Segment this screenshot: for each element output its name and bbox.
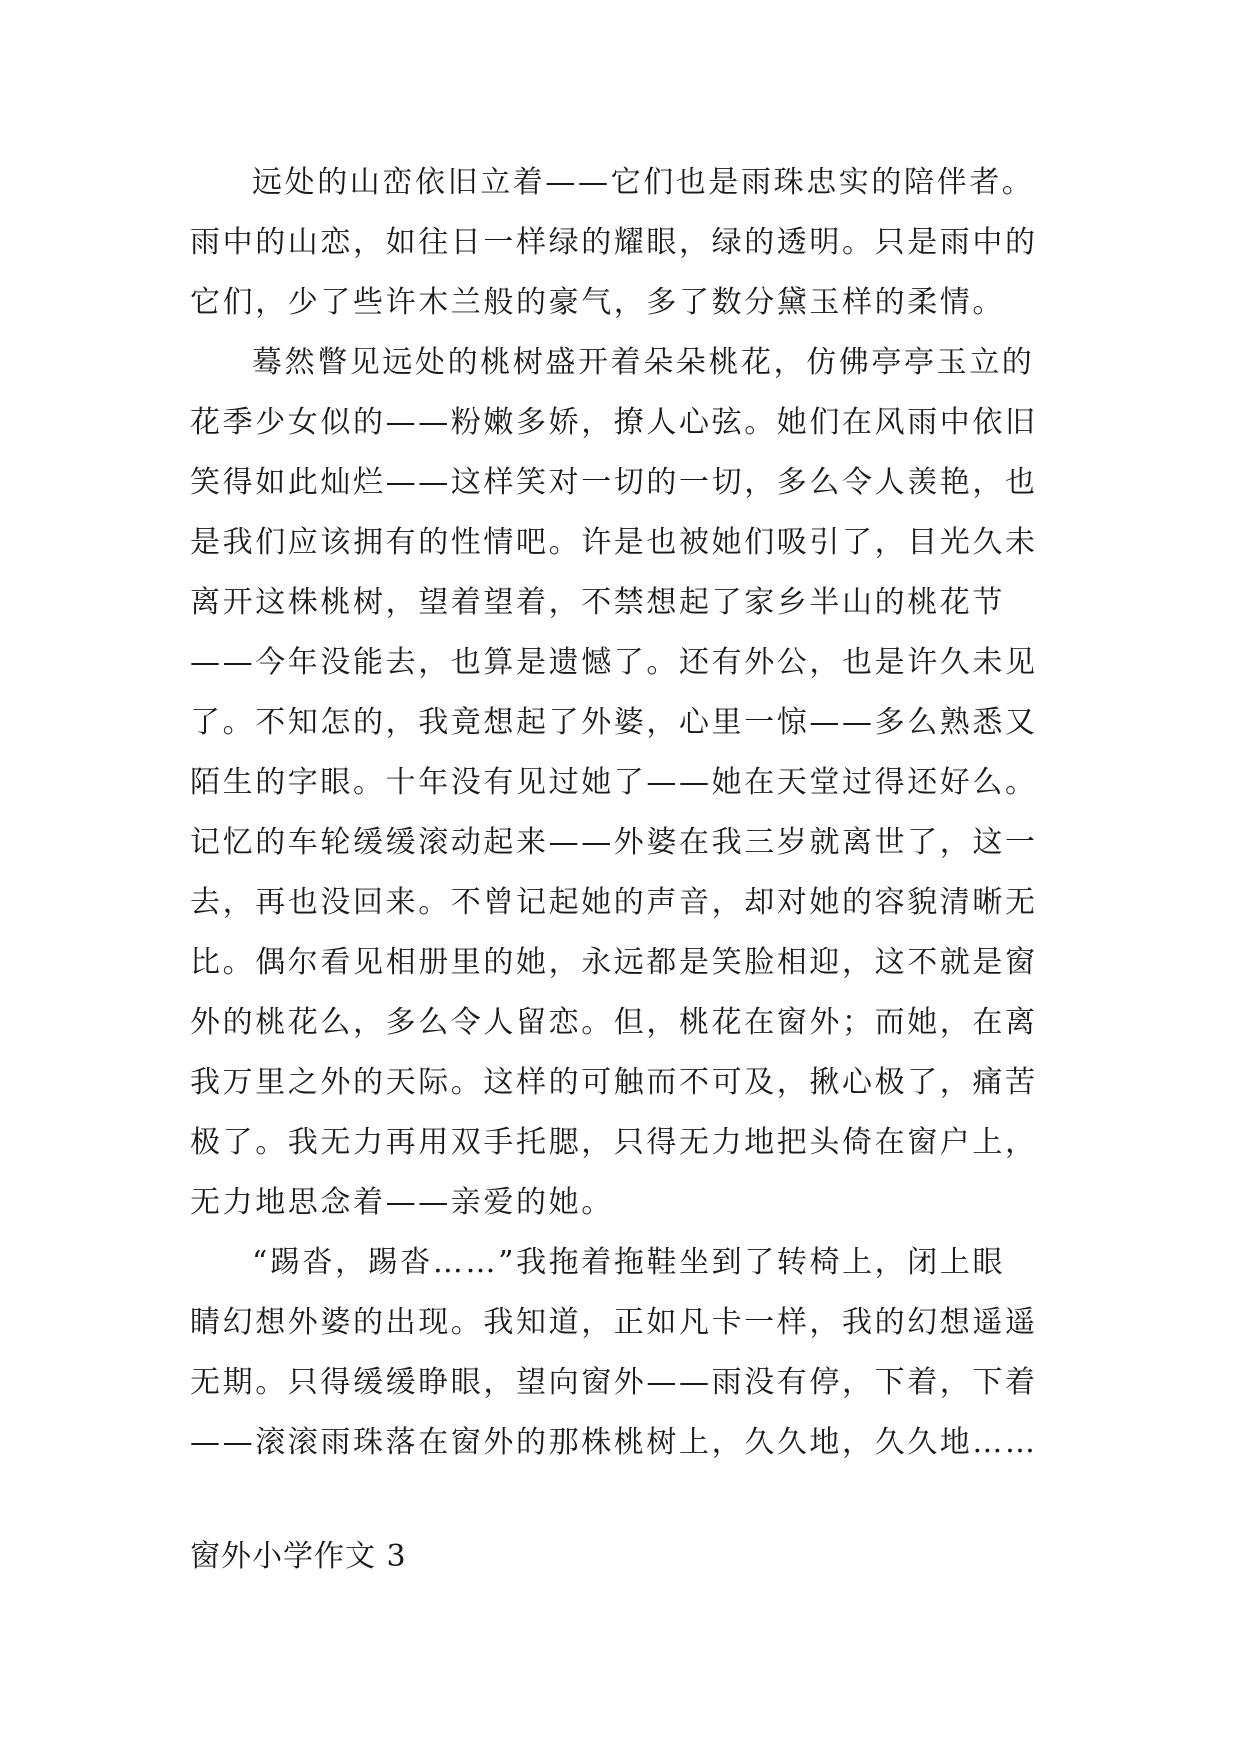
- paragraph-2-line-14: 极了。我无力再用双手托腮，只得无力地把头倚在窗户上，: [190, 1125, 1038, 1160]
- paragraph-2-line-9: 记忆的车轮缓缓滚动起来——外婆在我三岁就离世了，这一: [190, 825, 1038, 860]
- paragraph-1-line-3: 它们，少了些许木兰般的豪气，多了数分黛玉样的柔情。: [190, 285, 1005, 320]
- paragraph-2-line-11: 比。偶尔看见相册里的她，永远都是笑脸相迎，这不就是窗: [190, 945, 1038, 980]
- paragraph-2-line-2: 花季少女似的——粉嫩多娇，撩人心弦。她们在风雨中依旧: [190, 405, 1038, 440]
- paragraph-2-line-7: 了。不知怎的，我竟想起了外婆，心里一惊——多么熟悉又: [190, 705, 1038, 740]
- paragraph-2-line-10: 去，再也没回来。不曾记起她的声音，却对她的容貌清晰无: [190, 885, 1038, 920]
- paragraph-3-line-2: 睛幻想外婆的出现。我知道，正如凡卡一样，我的幻想遥遥: [190, 1305, 1038, 1340]
- paragraph-2-line-15: 无力地思念着——亲爱的她。: [190, 1185, 614, 1220]
- paragraph-2-line-4: 是我们应该拥有的性情吧。许是也被她们吸引了，目光久未: [190, 525, 1038, 560]
- paragraph-1-line-2: 雨中的山恋，如往日一样绿的耀眼，绿的透明。只是雨中的: [190, 225, 1038, 260]
- section-heading: 窗外小学作文 3: [190, 1539, 407, 1574]
- paragraph-3-line-4: ——滚滚雨珠落在窗外的那株桃树上，久久地，久久地……: [190, 1425, 1038, 1460]
- paragraph-3-line-3: 无期。只得缓缓睁眼，望向窗外——雨没有停，下着，下着: [190, 1365, 1038, 1400]
- paragraph-2-line-1: 蓦然瞥见远处的桃树盛开着朵朵桃花，仿佛亭亭玉立的: [252, 345, 1035, 380]
- paragraph-2-line-3: 笑得如此灿烂——这样笑对一切的一切，多么令人羡艳，也: [190, 465, 1038, 500]
- paragraph-2-line-12: 外的桃花么，多么令人留恋。但，桃花在窗外；而她，在离: [190, 1005, 1038, 1040]
- paragraph-3-line-1: “踢沓，踢沓……”我拖着拖鞋坐到了转椅上，闭上眼: [252, 1245, 1006, 1280]
- paragraph-2-line-13: 我万里之外的天际。这样的可触而不可及，揪心极了，痛苦: [190, 1065, 1038, 1100]
- paragraph-1-line-1: 远处的山峦依旧立着——它们也是雨珠忠实的陪伴者。: [252, 165, 1035, 200]
- paragraph-2-line-8: 陌生的字眼。十年没有见过她了——她在天堂过得还好么。: [190, 765, 1038, 800]
- paragraph-2-line-6: ——今年没能去，也算是遗憾了。还有外公，也是许久未见: [190, 645, 1038, 680]
- paragraph-2-line-5: 离开这株桃树，望着望着，不禁想起了家乡半山的桃花节: [190, 585, 1005, 620]
